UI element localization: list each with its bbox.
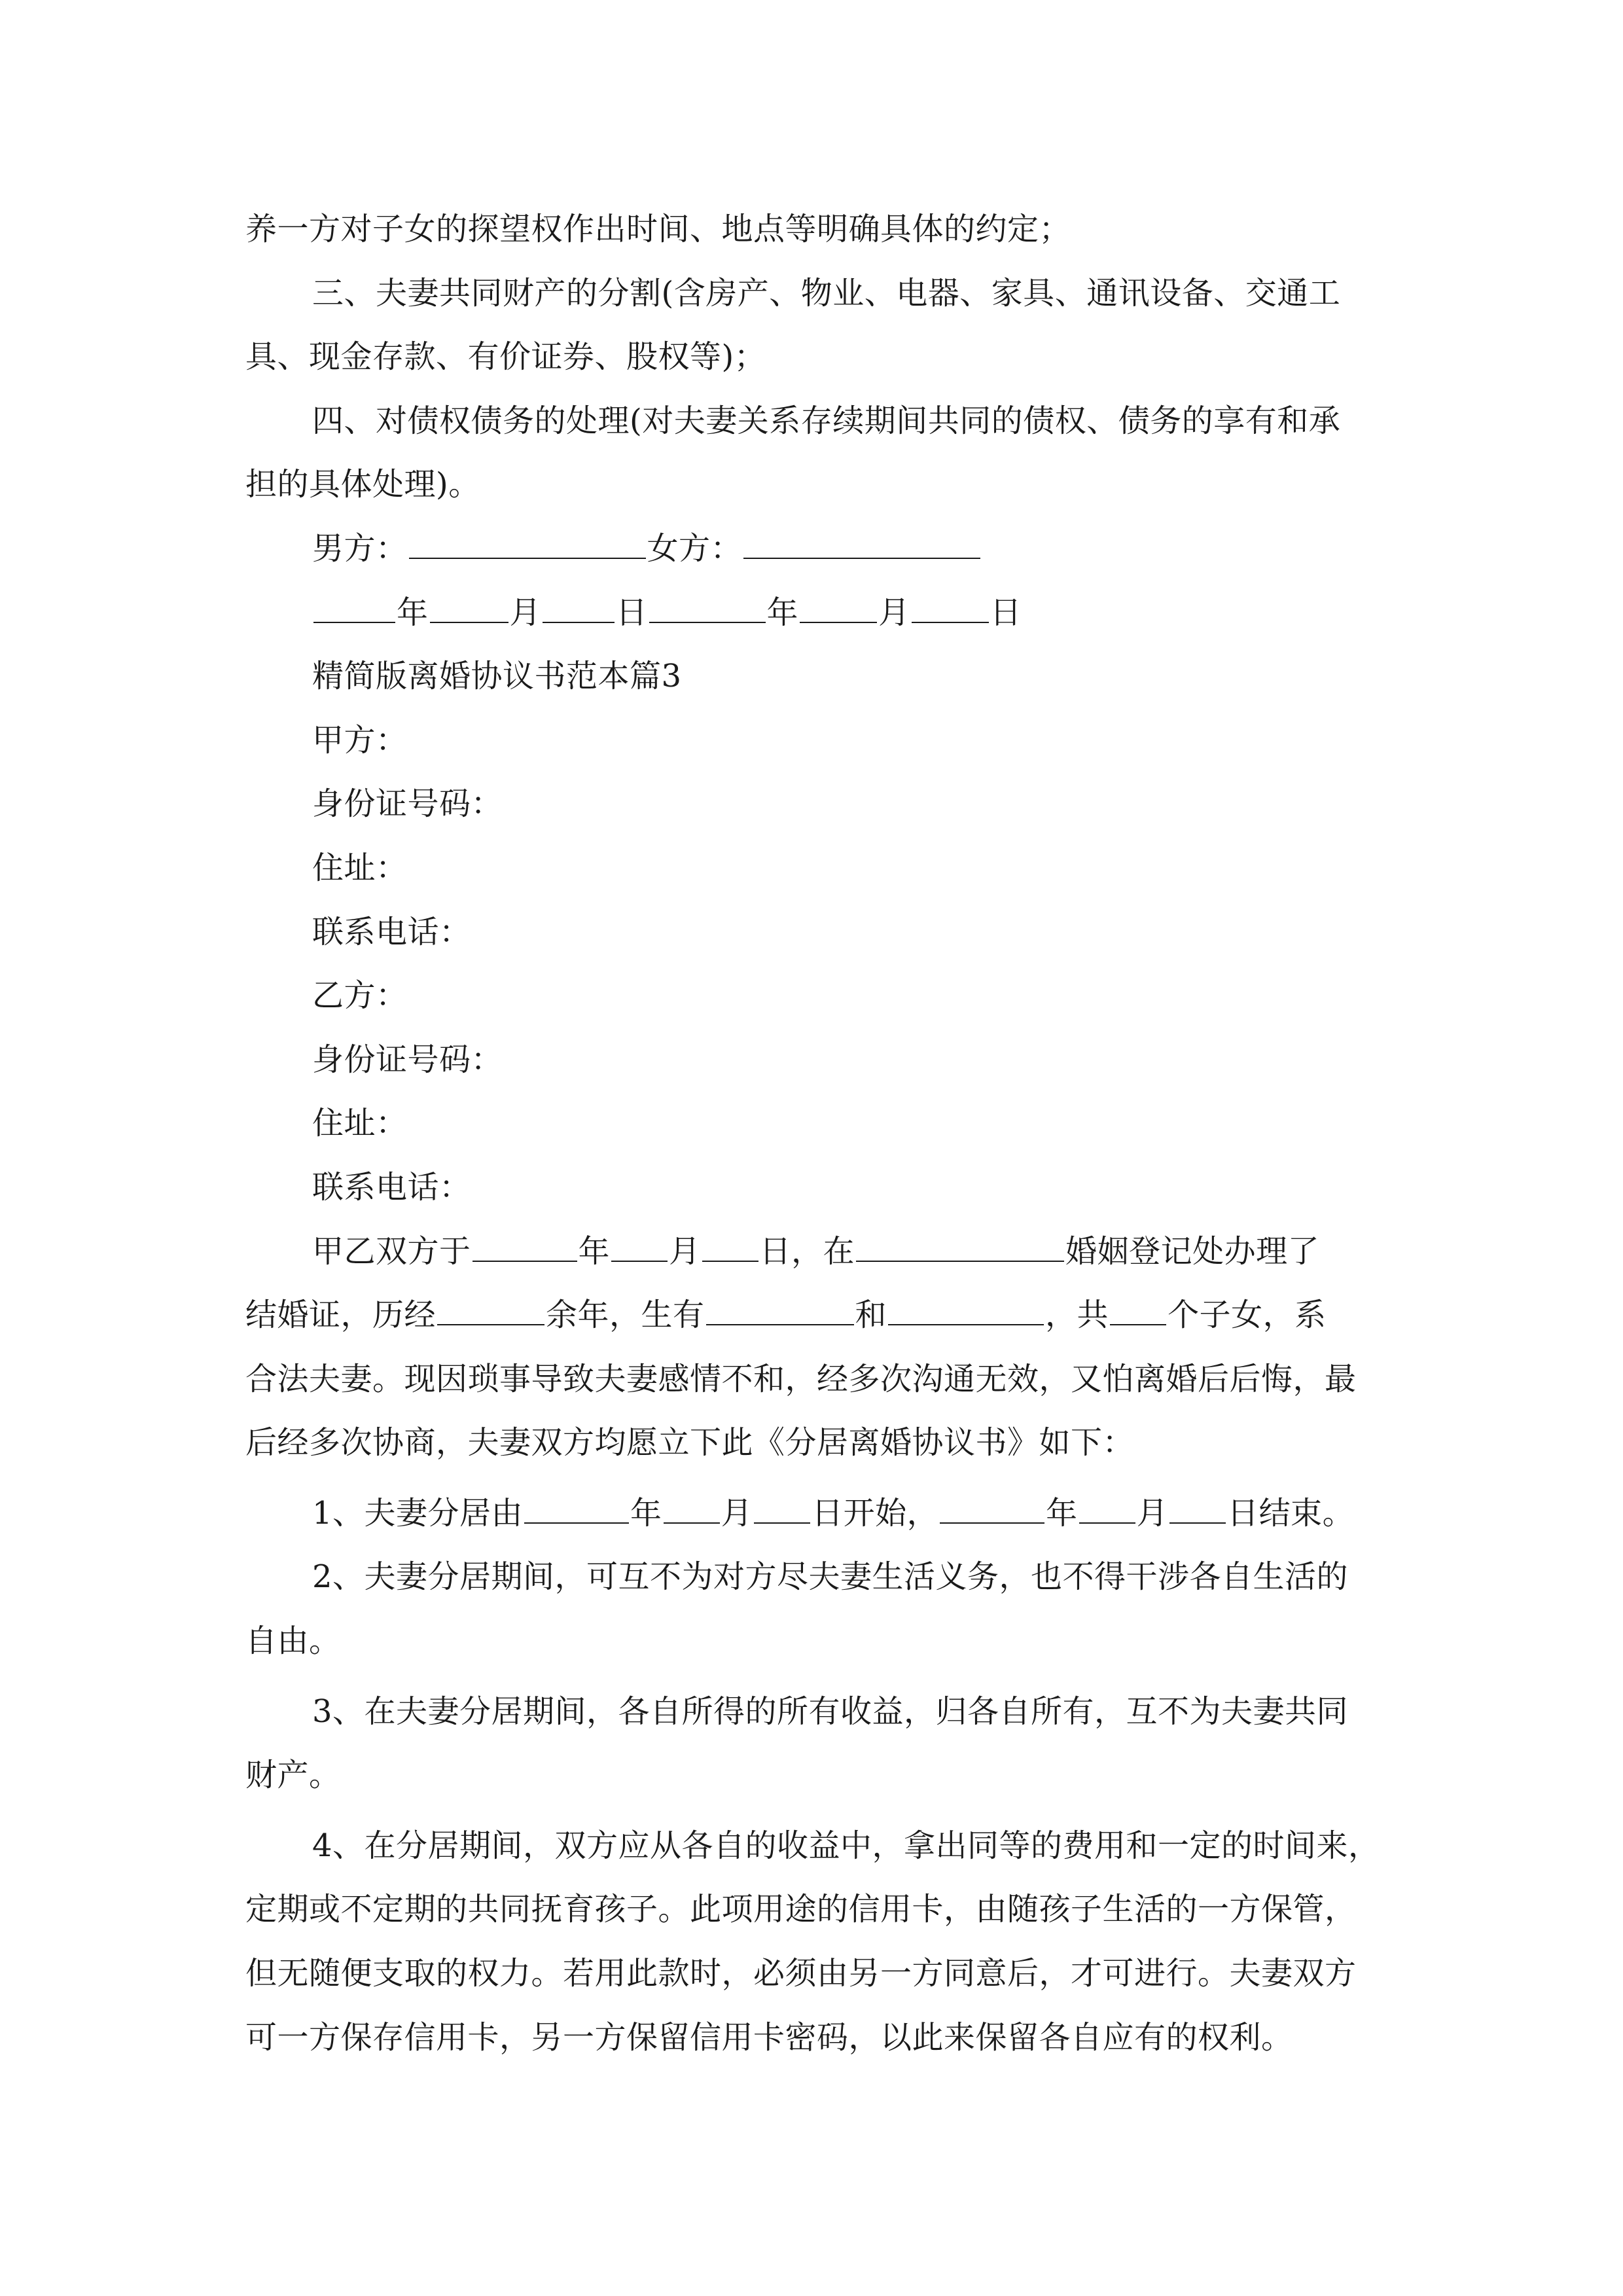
fill-in-blank[interactable] bbox=[437, 1294, 544, 1325]
clause-2: 2、夫妻分居期间，可互不为对方尽夫妻生活义务，也不得干涉各自生活的 bbox=[312, 1558, 1349, 1596]
fill-in-blank[interactable] bbox=[611, 1230, 668, 1262]
party-b-label: 乙方： bbox=[312, 977, 408, 1014]
fill-in-blank[interactable] bbox=[1169, 1492, 1226, 1524]
party-b-address-label: 住址： bbox=[312, 1105, 408, 1142]
line-text: 余年，生有 bbox=[546, 1297, 705, 1334]
line-text: 甲乙双方于 bbox=[312, 1232, 471, 1270]
text-line bbox=[245, 1283, 1384, 1348]
date-line bbox=[245, 581, 1384, 645]
line-text: 结婚证，历经 bbox=[245, 1297, 437, 1334]
line-text: 月 bbox=[1136, 1494, 1169, 1532]
line-text: 日，在 bbox=[759, 1232, 855, 1270]
line-text: ，共 bbox=[1045, 1297, 1109, 1334]
line-text: 婚姻登记处办理了 bbox=[1065, 1232, 1320, 1270]
fill-in-blank[interactable] bbox=[754, 1492, 810, 1524]
line-text: 月 bbox=[509, 594, 542, 631]
clause-4-cont: 定期或不定期的共同抚育孩子。此项用途的信用卡，由随孩子生活的一方保管， bbox=[245, 1891, 1357, 1928]
line-text: 男方： bbox=[312, 529, 408, 567]
party-a-label: 甲方： bbox=[312, 721, 408, 759]
fill-in-blank[interactable] bbox=[664, 1492, 720, 1524]
clause-3: 3、在夫妻分居期间，各自所得的所有收益，归各自所有，互不为夫妻共同 bbox=[312, 1693, 1349, 1730]
line-text: 年 bbox=[578, 1232, 611, 1270]
text-line: 养一方对子女的探望权作出时间、地点等明确具体的约定； bbox=[245, 211, 1071, 247]
line-text: 月 bbox=[878, 594, 910, 631]
clause-4-cont: 可一方保存信用卡，另一方保留信用卡密码，以此来保留各自应有的权利。 bbox=[245, 2018, 1293, 2056]
line-text: 月 bbox=[721, 1494, 753, 1532]
clause-4-cont: 但无随便支取的权力。若用此款时，必须由另一方同意后，才可进行。夫妻双方 bbox=[245, 1955, 1357, 1992]
line-text: 年 bbox=[397, 594, 429, 631]
text-line: 三、夫妻共同财产的分割(含房产、物业、电器、家具、通讯设备、交通工 bbox=[312, 274, 1341, 312]
text-line: 四、对债权债务的处理(对夫妻关系存续期间共同的债权、债务的享有和承 bbox=[312, 402, 1341, 439]
line-text: 日 bbox=[990, 594, 1022, 631]
line-text: 年 bbox=[1046, 1494, 1078, 1532]
fill-in-blank[interactable] bbox=[409, 528, 646, 559]
fill-in-blank[interactable] bbox=[856, 1230, 1064, 1262]
line-text: 日开始， bbox=[812, 1494, 939, 1532]
clause-4: 4、在分居期间，双方应从各自的收益中，拿出同等的费用和一定的时间来， bbox=[312, 1827, 1380, 1864]
line-text: 和 bbox=[855, 1297, 887, 1334]
signature-line bbox=[245, 517, 1384, 581]
fill-in-blank[interactable] bbox=[743, 528, 980, 559]
line-text: 日 bbox=[616, 594, 648, 631]
clause-2-cont: 自由。 bbox=[245, 1623, 341, 1660]
fill-in-blank[interactable] bbox=[706, 1294, 854, 1325]
fill-in-blank[interactable] bbox=[912, 592, 989, 623]
fill-in-blank[interactable] bbox=[543, 592, 615, 623]
text-line: 合法夫妻。现因琐事导致夫妻感情不和，经多次沟通无效，又怕离婚后后悔，最 bbox=[245, 1360, 1357, 1397]
line-text: 年 bbox=[766, 594, 799, 631]
party-a-phone-label: 联系电话： bbox=[312, 913, 471, 950]
text-line: 后经多次协商，夫妻双方均愿立下此《分居离婚协议书》如下： bbox=[245, 1424, 1135, 1462]
fill-in-blank[interactable] bbox=[524, 1492, 629, 1524]
clause-3-cont: 财产。 bbox=[245, 1757, 341, 1794]
fill-in-blank[interactable] bbox=[649, 592, 766, 623]
fill-in-blank[interactable] bbox=[702, 1230, 758, 1262]
fill-in-blank[interactable] bbox=[473, 1230, 577, 1262]
fill-in-blank[interactable] bbox=[430, 592, 508, 623]
line-text: 月 bbox=[669, 1232, 701, 1270]
fill-in-blank[interactable] bbox=[1110, 1294, 1166, 1325]
party-a-address-label: 住址： bbox=[312, 849, 408, 886]
party-a-id-label: 身份证号码： bbox=[312, 785, 503, 823]
clause-1 bbox=[245, 1482, 1384, 1546]
line-text: 年 bbox=[630, 1494, 662, 1532]
party-b-id-label: 身份证号码： bbox=[312, 1041, 503, 1078]
line-text: 个子女，系 bbox=[1168, 1297, 1327, 1334]
fill-in-blank[interactable] bbox=[313, 592, 395, 623]
party-b-phone-label: 联系电话： bbox=[312, 1168, 471, 1206]
document-body bbox=[245, 198, 1384, 2070]
line-text: 1、夫妻分居由 bbox=[312, 1494, 524, 1532]
line-text: 女方： bbox=[647, 529, 743, 567]
fill-in-blank[interactable] bbox=[888, 1294, 1044, 1325]
fill-in-blank[interactable] bbox=[800, 592, 877, 623]
text-line: 具、现金存款、有价证券、股权等)； bbox=[245, 338, 766, 376]
line-text: 日结束。 bbox=[1227, 1494, 1355, 1532]
text-line: 担的具体处理)。 bbox=[245, 466, 480, 503]
fill-in-blank[interactable] bbox=[1079, 1492, 1135, 1524]
text-line bbox=[245, 1220, 1384, 1284]
section-title: 精简版离婚协议书范本篇3 bbox=[312, 658, 682, 695]
fill-in-blank[interactable] bbox=[940, 1492, 1044, 1524]
